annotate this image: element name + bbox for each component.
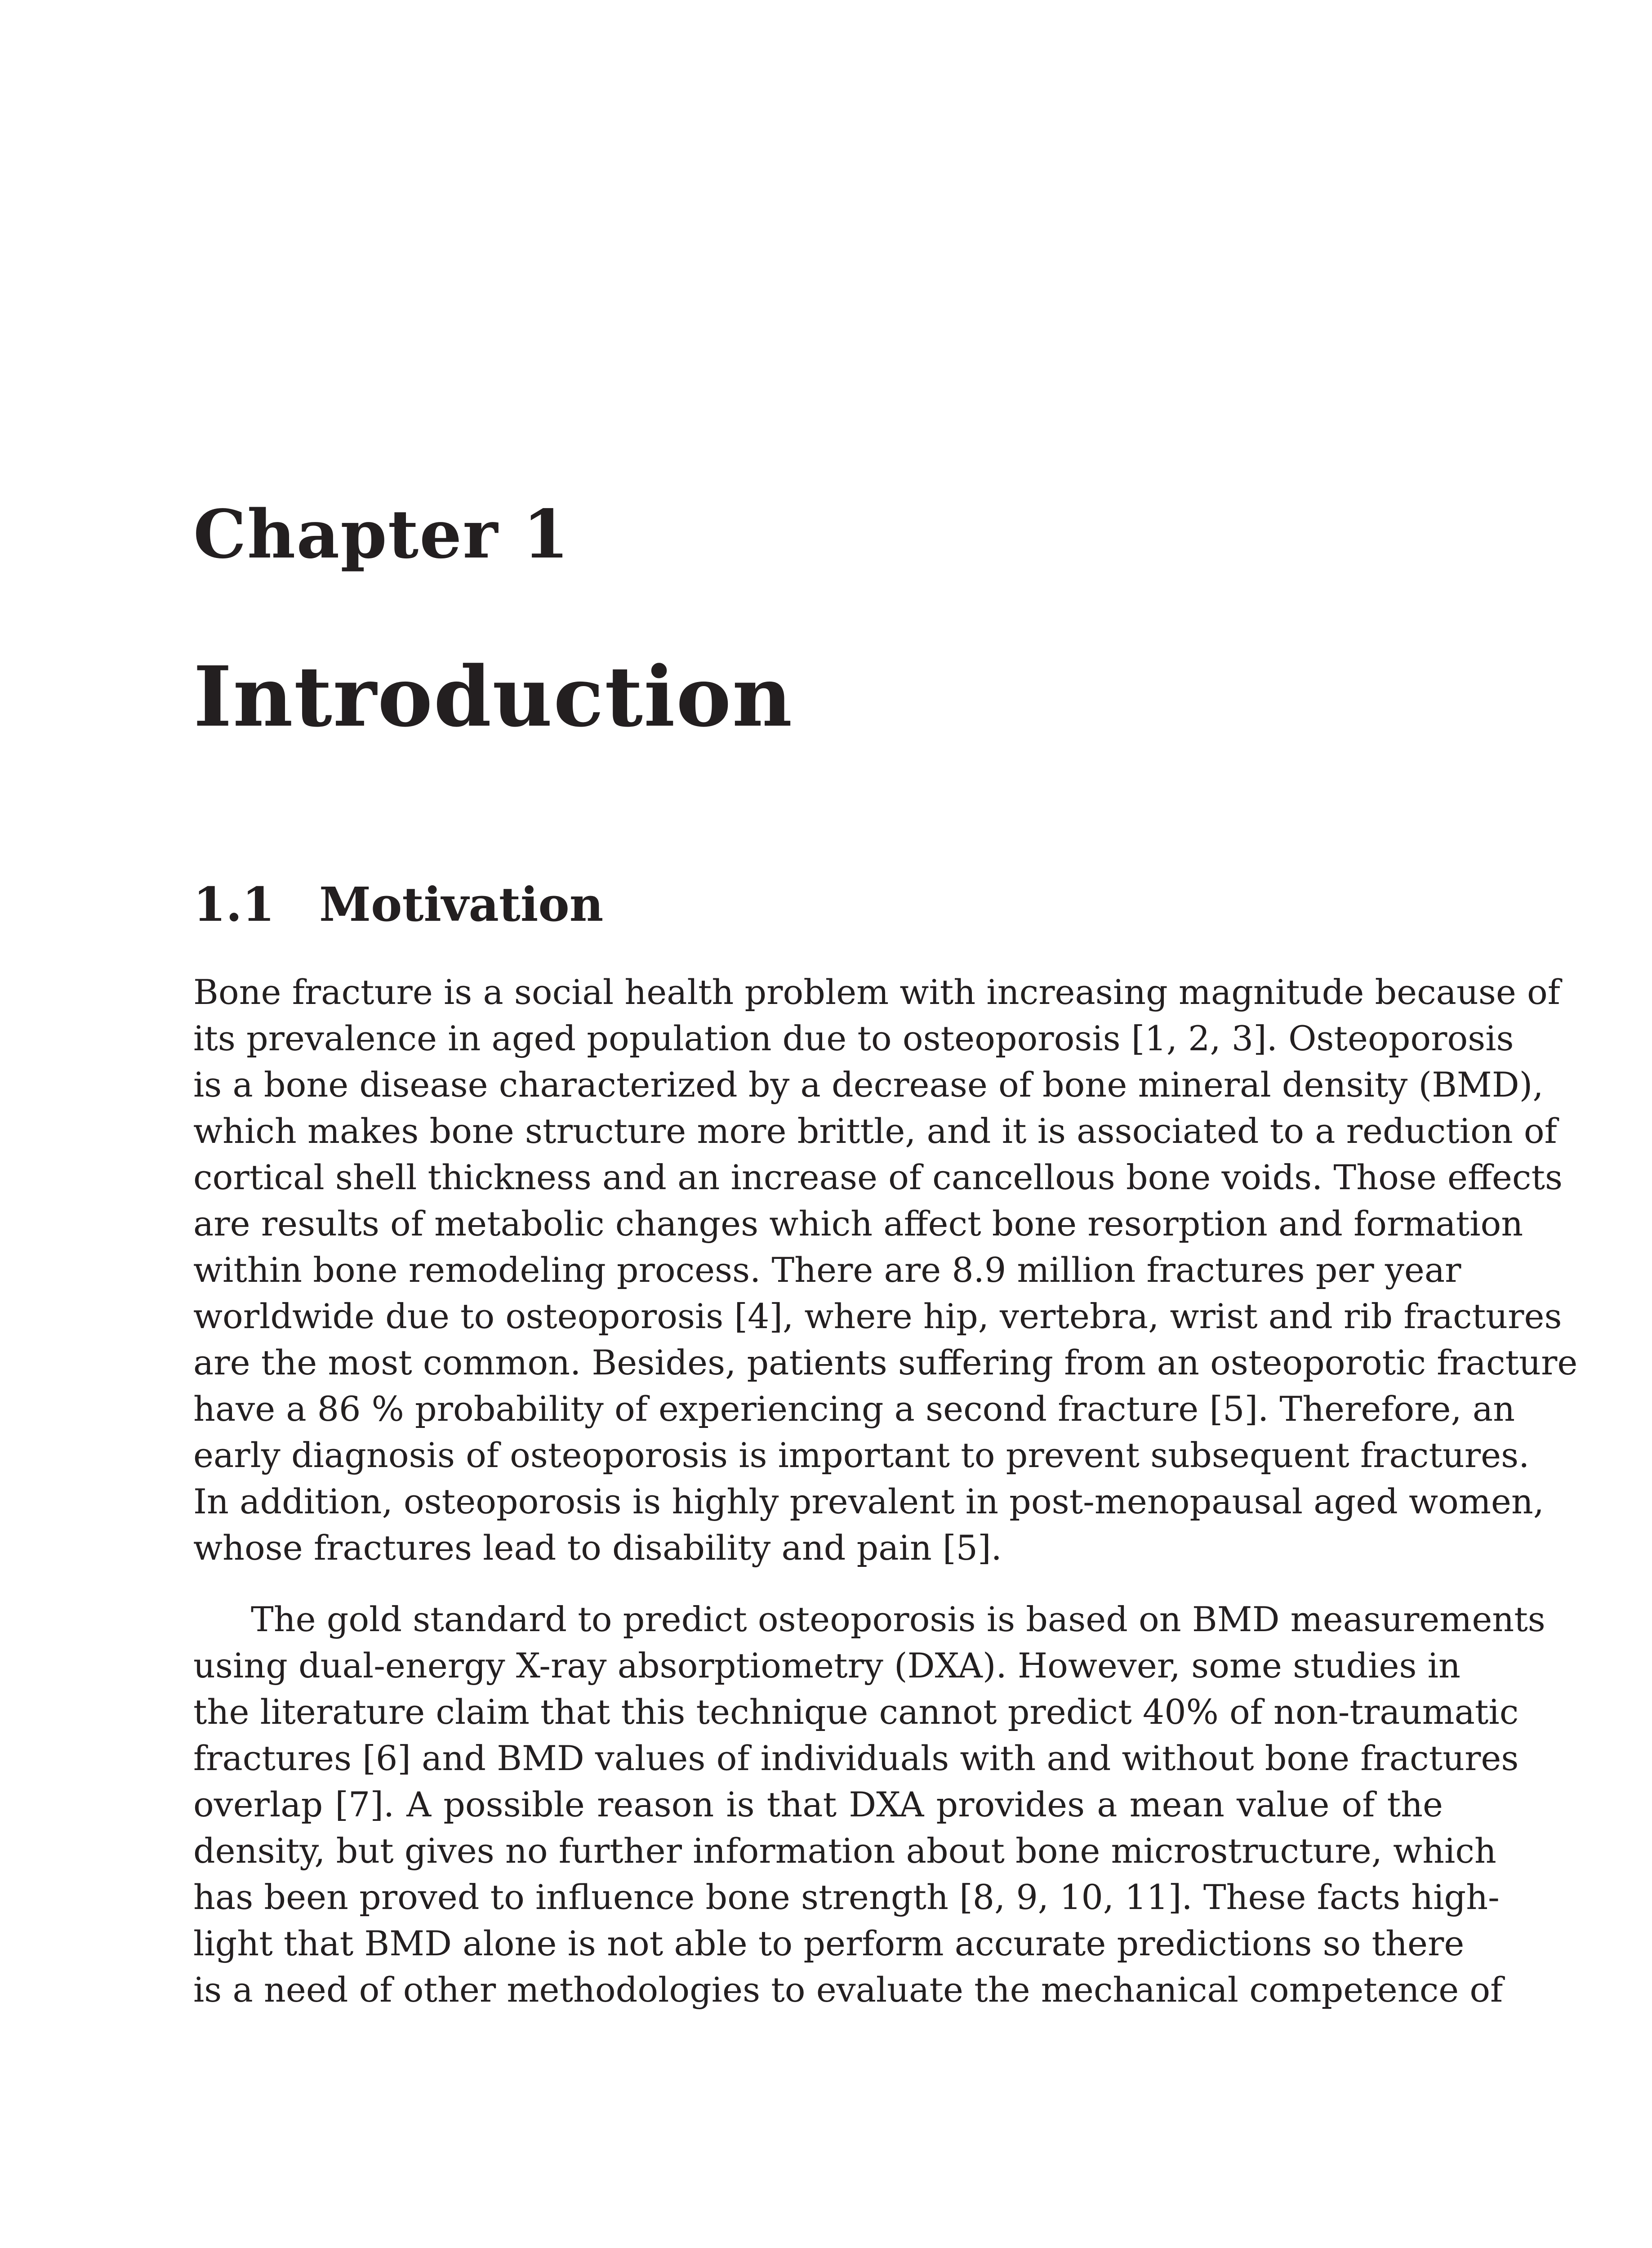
chapter-title: Introduction: [193, 648, 793, 745]
paragraph-line: early diagnosis of osteoporosis is important to prevent subsequent fractures.: [193, 1435, 1530, 1475]
paragraph-line: whose fractures lead to disability and pain [5].: [193, 1528, 1002, 1568]
paragraph-line: within bone remodeling process. There are 8.9 million fractures per year: [193, 1250, 1461, 1290]
paragraph-line: the literature claim that this technique cannot predict 40% of non-traumatic: [193, 1692, 1519, 1732]
paragraph-motivation-2: [193, 1596, 1545, 2013]
paragraph-line: is a need of other methodologies to evaluate the mechanical competence of: [193, 1970, 1503, 2010]
paragraph-line: cortical shell thickness and an increase of cancellous bone voids. Those effects: [193, 1157, 1563, 1197]
section-title: Motivation: [319, 877, 604, 932]
paragraph-line: worldwide due to osteoporosis [4], where hip, vertebra, wrist and rib fractures: [193, 1296, 1562, 1336]
paragraph-line: light that BMD alone is not able to perform accurate predictions so there: [193, 1923, 1465, 1963]
paragraph-line: have a 86 % probability of experiencing a second fracture [5]. Therefore, an: [193, 1389, 1515, 1429]
section-number: 1.1: [193, 877, 275, 932]
chapter-label: Chapter 1: [193, 495, 570, 573]
paragraph-line: fractures [6] and BMD values of individuals with and without bone fractures: [193, 1738, 1519, 1778]
paragraph-line: The gold standard to predict osteoporosis is based on BMD measurements: [251, 1599, 1545, 1639]
paragraph-line: overlap [7]. A possible reason is that DXA provides a mean value of the: [193, 1784, 1443, 1824]
paragraph-line: its prevalence in aged population due to osteoporosis [1, 2, 3]. Osteoporosis: [193, 1018, 1514, 1058]
paragraph-line: using dual-energy X-ray absorptiometry (DXA). However, some studies in: [193, 1646, 1461, 1686]
paragraph-line: are the most common. Besides, patients suffering from an osteoporotic fracture: [193, 1343, 1578, 1383]
paragraph-line: density, but gives no further information about bone microstructure, which: [193, 1831, 1496, 1871]
paragraph-motivation-1: [193, 969, 1578, 1571]
paragraph-line: are results of metabolic changes which affect bone resorption and formation: [193, 1204, 1523, 1244]
paragraph-line: Bone fracture is a social health problem with increasing magnitude because of: [193, 972, 1560, 1012]
section-heading: [193, 877, 603, 933]
paragraph-line: which makes bone structure more brittle, and it is associated to a reduction of: [193, 1111, 1557, 1151]
paragraph-line: has been proved to influence bone strength [8, 9, 10, 11]. These facts high-: [193, 1877, 1500, 1917]
paragraph-line: is a bone disease characterized by a decrease of bone mineral density (BMD),: [193, 1065, 1544, 1105]
paragraph-line: In addition, osteoporosis is highly prevalent in post-menopausal aged women,: [193, 1481, 1544, 1521]
